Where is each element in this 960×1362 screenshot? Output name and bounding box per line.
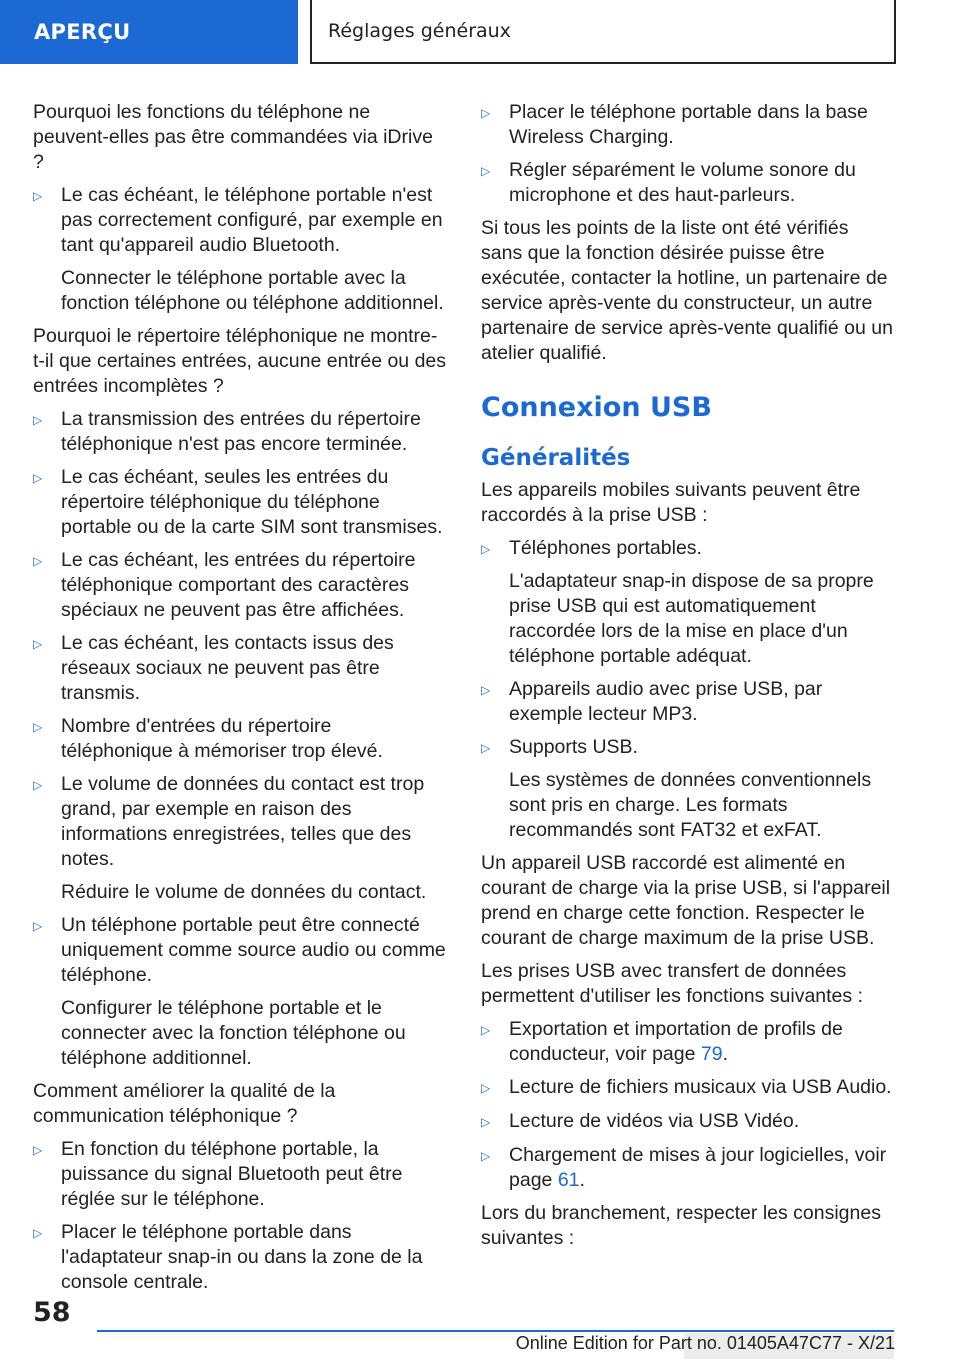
triangle-bullet-icon: ▷ <box>481 683 491 697</box>
section-label: APERÇU <box>34 20 131 44</box>
list-item <box>33 913 448 1071</box>
list-item-text: En fonction du téléphone portable, la puissance du signal Bluetooth peut être réglée sur le téléphone. <box>61 1138 403 1210</box>
functions-paragraph: Les prises USB avec transfert de données permettent d'utiliser les fonctions suivantes : <box>481 960 863 1007</box>
triangle-bullet-icon: ▷ <box>481 1023 491 1037</box>
triangle-bullet-icon: ▷ <box>33 919 43 933</box>
list-item-text: Supports USB. <box>509 736 638 758</box>
list-item-text: Lecture de fichiers musicaux via USB Audio. <box>509 1076 892 1098</box>
footer-edition: Online Edition for Part no. 01405A47C77 - X/21 <box>515 1333 895 1353</box>
list-item <box>481 158 893 208</box>
triangle-bullet-icon: ▷ <box>33 1143 43 1157</box>
list-item <box>33 183 448 316</box>
power-paragraph: Un appareil USB raccordé est alimenté en courant de charge via la prise USB, si l'appareil prend en charge cette fonction. Respecter le courant de charge maximum de la prise USB. <box>481 852 891 949</box>
triangle-bullet-icon: ▷ <box>481 741 491 755</box>
subsection-heading: Généralités <box>481 445 631 471</box>
list-item-subtext: Connecter le téléphone portable avec la fonction téléphone ou téléphone additionnel. <box>61 267 444 314</box>
list-item-text-part: Chargement de mises à jour logicielles, voir page <box>509 1144 887 1191</box>
question-2: Pourquoi le répertoire téléphonique ne montre-t-il que certaines entrées, aucune entrée ou des entrées incomplètes ? <box>33 325 447 397</box>
list-item-text: Nombre d'entrées du répertoire téléphonique à mémoriser trop élevé. <box>61 715 383 762</box>
list-item-subtext: Configurer le téléphone portable et le connecter avec la fonction téléphone ou téléphone additionnel. <box>61 997 406 1069</box>
triangle-bullet-icon: ▷ <box>33 471 43 485</box>
hotline-paragraph: Si tous les points de la liste ont été vérifiés sans que la fonction désirée puisse être exécutée, contacter la hotline, un partenaire de service après-vente du constructeur, un autre partenaire de service après-vente qualifié ou un atelier qualifié. <box>481 217 893 364</box>
section-heading: Connexion USB <box>481 392 712 423</box>
list-item <box>481 1017 893 1067</box>
list-item-text: Placer le téléphone portable dans l'adaptateur snap-in ou dans la zone de la console centrale. <box>61 1221 423 1293</box>
page-header <box>310 0 896 64</box>
triangle-bullet-icon: ▷ <box>33 413 43 427</box>
list-item-text: Le cas échéant, seules les entrées du répertoire téléphonique du téléphone portable ou de la carte SIM sont transmises. <box>61 466 443 538</box>
triangle-bullet-icon: ▷ <box>481 1081 491 1095</box>
list-item <box>481 1075 893 1101</box>
list-item-text: Téléphones portables. <box>509 537 702 559</box>
list-item <box>33 631 448 706</box>
list-item <box>481 536 893 669</box>
triangle-bullet-icon: ▷ <box>33 637 43 651</box>
list-item-subtext: Réduire le volume de données du contact. <box>61 881 427 903</box>
list-item <box>481 1109 893 1135</box>
list-item-text <box>509 1017 893 1067</box>
list-item <box>33 714 448 764</box>
list-item-text: Placer le téléphone portable dans la base Wireless Charging. <box>509 101 868 148</box>
page-link-79[interactable]: 79 <box>700 1043 723 1065</box>
list-item-text: Appareils audio avec prise USB, par exemple lecteur MP3. <box>509 678 823 725</box>
triangle-bullet-icon: ▷ <box>481 106 491 120</box>
devices-paragraph: Les appareils mobiles suivants peuvent être raccordés à la prise USB : <box>481 479 861 526</box>
list-item-text: Le volume de données du contact est trop grand, par exemple en raison des informations enregistrées, telles que des notes. <box>61 773 425 870</box>
list-item-text-end: . <box>722 1043 729 1065</box>
triangle-bullet-icon: ▷ <box>33 720 43 734</box>
list-item-text-end: . <box>579 1169 585 1191</box>
list-item-text: Le cas échéant, le téléphone portable n'est pas correctement configuré, par exemple en tant qu'appareil audio Bluetooth. <box>61 184 443 256</box>
page-number: 58 <box>33 1297 71 1328</box>
list-item <box>33 1220 448 1295</box>
triangle-bullet-icon: ▷ <box>481 1149 491 1163</box>
right-column <box>481 100 893 1259</box>
list-item-text-part: Exportation et importation de profils de conducteur, voir page <box>509 1018 843 1065</box>
triangle-bullet-icon: ▷ <box>33 554 43 568</box>
list-item <box>481 735 893 843</box>
list-item-text: Lecture de vidéos via USB Vidéo. <box>509 1110 800 1132</box>
left-column <box>33 100 448 1303</box>
last-paragraph: Lors du branchement, respecter les consignes suivantes : <box>481 1202 881 1249</box>
list-item-subtext: L'adaptateur snap-in dispose de sa propre prise USB qui est automatiquement raccordée lors de la mise en place d'un téléphone portable adéquat. <box>509 570 874 667</box>
triangle-bullet-icon: ▷ <box>33 1226 43 1240</box>
question-3: Comment améliorer la qualité de la communication téléphonique ? <box>33 1080 336 1127</box>
list-item-text <box>509 1143 893 1193</box>
list-item <box>481 1143 893 1193</box>
list-item-text: Le cas échéant, les entrées du répertoire téléphonique comportant des caractères spéciaux ne peuvent pas être affichées. <box>61 549 416 621</box>
footer-divider <box>97 1330 894 1332</box>
list-item-subtext: Les systèmes de données conventionnels sont pris en charge. Les formats recommandés sont FAT32 et exFAT. <box>509 769 872 841</box>
page-link-61[interactable]: 61 <box>557 1169 580 1191</box>
triangle-bullet-icon: ▷ <box>481 1115 491 1129</box>
list-item <box>481 100 893 150</box>
triangle-bullet-icon: ▷ <box>481 164 491 178</box>
list-item <box>33 1137 448 1212</box>
list-item-text: Le cas échéant, les contacts issus des réseaux sociaux ne peuvent pas être transmis. <box>61 632 394 704</box>
question-1: Pourquoi les fonctions du téléphone ne peuvent-elles pas être commandées via iDrive ? <box>33 101 433 173</box>
list-item <box>33 465 448 540</box>
list-item <box>33 772 448 905</box>
list-item-text: La transmission des entrées du répertoire téléphonique n'est pas encore terminée. <box>61 408 421 455</box>
list-item-text: Régler séparément le volume sonore du microphone et des haut-parleurs. <box>509 159 856 206</box>
list-item <box>33 407 448 457</box>
triangle-bullet-icon: ▷ <box>33 778 43 792</box>
list-item-text: Un téléphone portable peut être connecté uniquement comme source audio ou comme téléphone. <box>61 914 446 986</box>
section-tab[interactable] <box>0 0 298 64</box>
triangle-bullet-icon: ▷ <box>33 189 43 203</box>
header-title: Réglages généraux <box>328 20 511 42</box>
list-item <box>481 677 893 727</box>
triangle-bullet-icon: ▷ <box>481 542 491 556</box>
list-item <box>33 548 448 623</box>
